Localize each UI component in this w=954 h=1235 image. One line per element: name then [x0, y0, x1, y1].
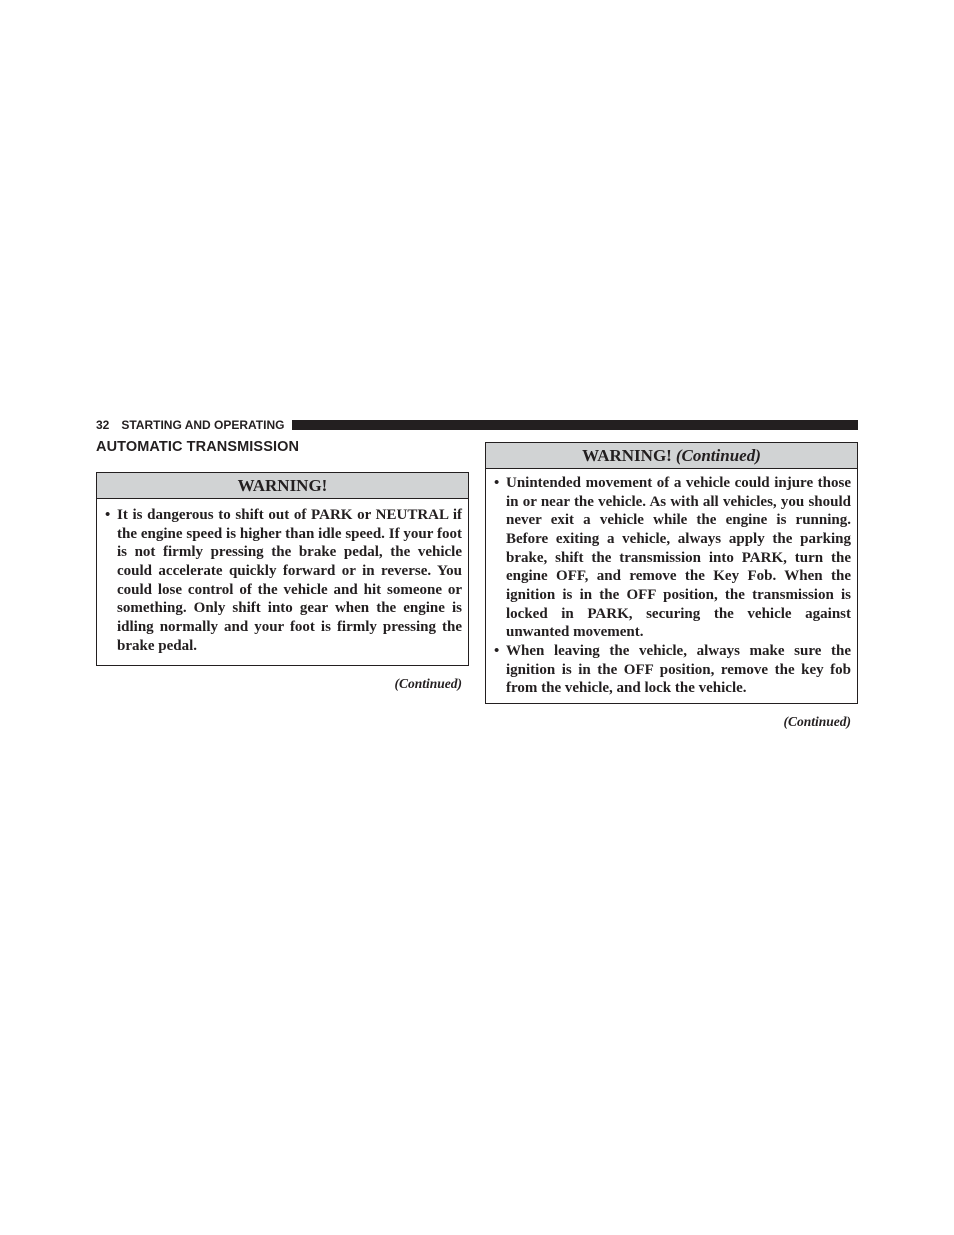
page-number: 32 [96, 418, 110, 432]
bullet-text: When leaving the vehicle, always make sure the ignition is in the OFF position, remove the key fob from the vehicle, and lock the vehicle. [506, 642, 851, 697]
section-heading: AUTOMATIC TRANSMISSION [96, 439, 300, 455]
warning-box-right [485, 442, 858, 704]
warning-title [486, 443, 857, 469]
header-rule [292, 420, 858, 430]
section-title: STARTING AND OPERATING [121, 418, 285, 432]
bullet-icon: • [105, 507, 111, 523]
warning-body [486, 469, 857, 704]
bullet-text: It is dangerous to shift out of PARK or NEUTRAL if the engine speed is higher than idle speed. If your foot is not firmly pressing the brake pedal, the vehicle could accelerate quickly forward or in reverse. You could lose control of the vehicle and hit someone or something. Only shift into gear when the engine is idling normally and your foot is firmly pressing the brake pedal. [117, 507, 462, 654]
bullet-text: Unintended movement of a vehicle could injure those in or near the vehicle. As with all vehicles, you should never exit a vehicle while the engine is running. Before exiting a vehicle, always apply the parking brake, shift the transmission into PARK, turn the engine OFF, and remove the Key Fob. When the ignition is in the OFF position, the transmission is locked in PARK, securing the vehicle against unwanted movement. [506, 475, 851, 641]
warning-box-left [96, 472, 469, 666]
page-header [96, 417, 858, 433]
warning-body [97, 499, 468, 661]
warning-title [97, 473, 468, 499]
warning-bullet [494, 642, 851, 698]
bullet-icon: • [494, 475, 500, 491]
bullet-icon: • [494, 642, 500, 659]
continued-note-left: (Continued) [394, 676, 462, 691]
warning-title-text: WARNING! [237, 476, 328, 495]
continued-note-right: (Continued) [783, 714, 851, 729]
warning-title-text: WARNING! [582, 446, 672, 465]
warning-bullet [105, 506, 462, 655]
warning-bullet [494, 474, 851, 642]
warning-title-continued: (Continued) [675, 446, 761, 465]
